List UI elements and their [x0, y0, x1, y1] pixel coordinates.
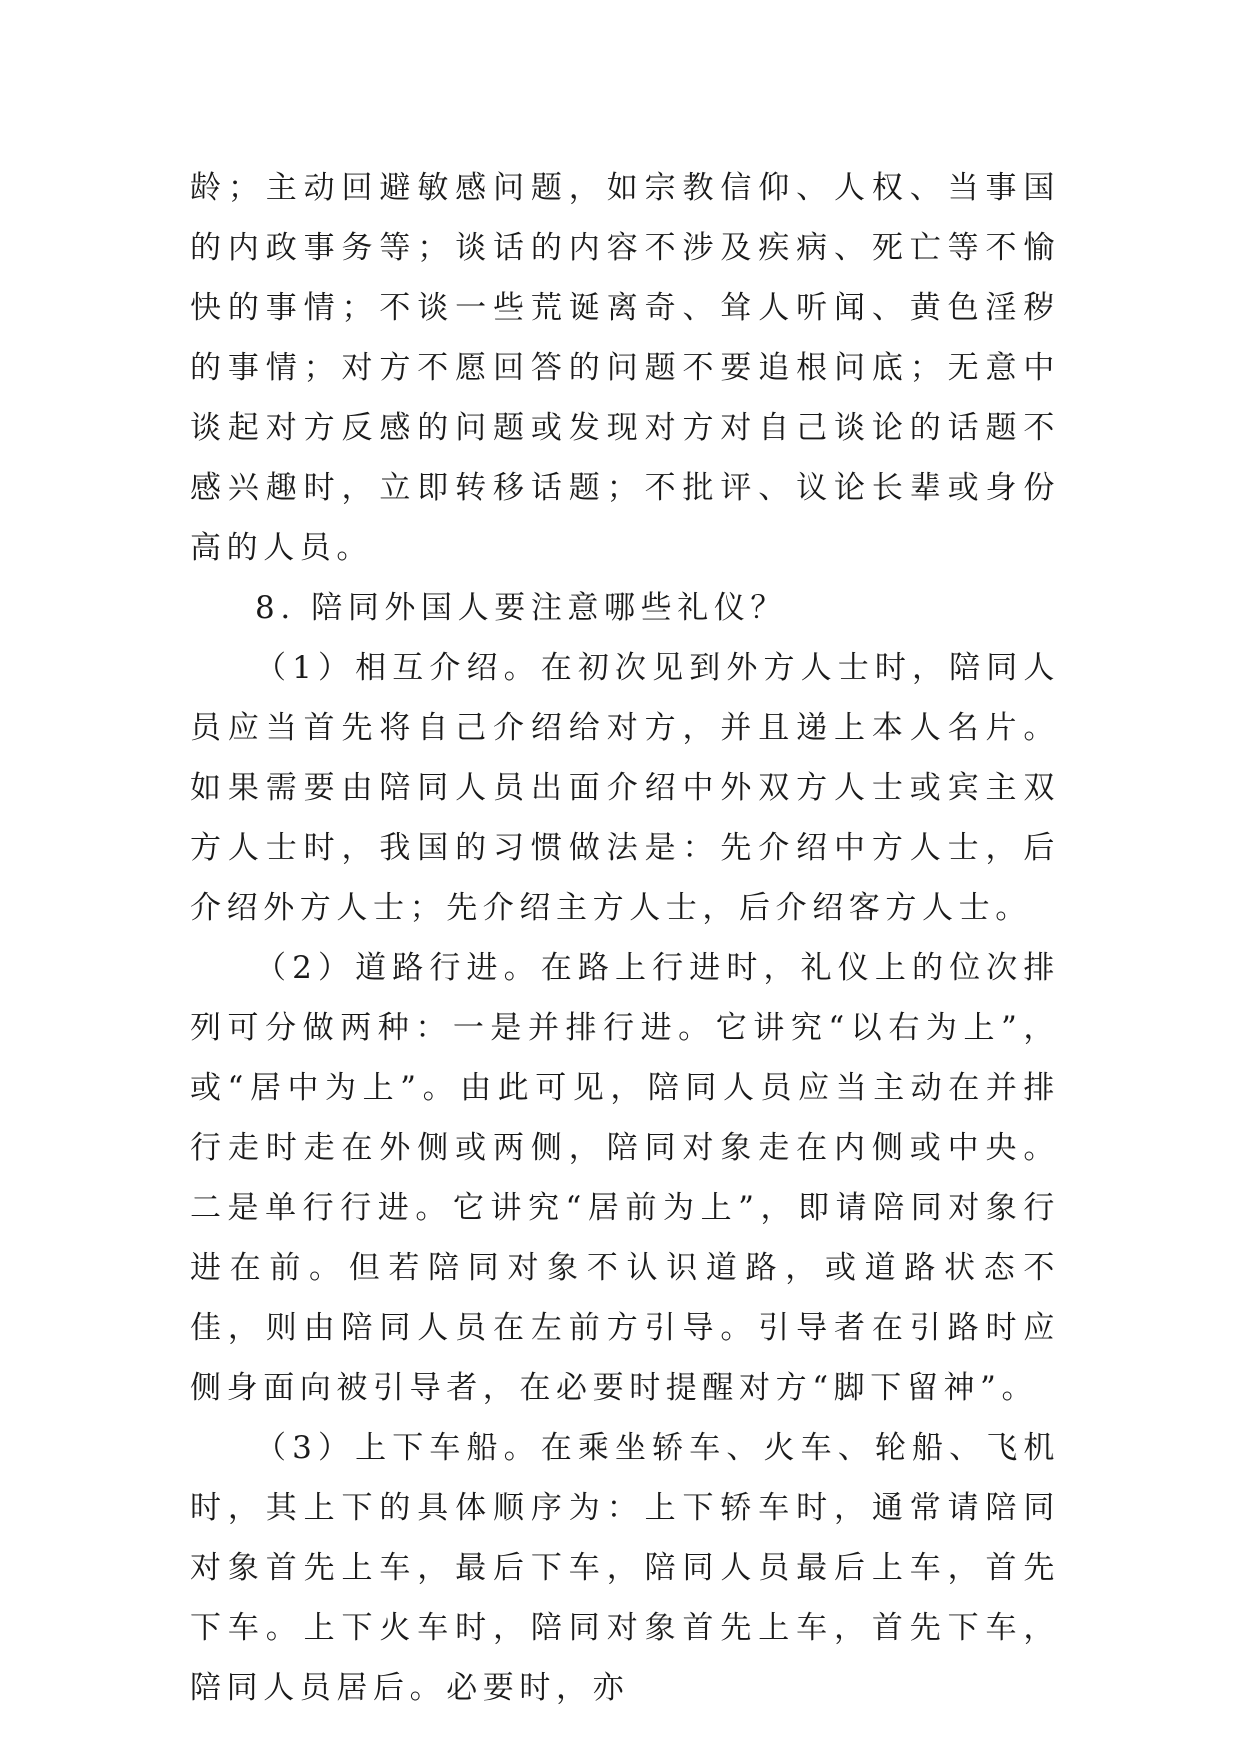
- paragraph-item-3: （3）上下车船。在乘坐轿车、火车、轮船、飞机时，其上下的具体顺序为：上下轿车时，通常请陪同对象首先上车，最后下车，陪同人员最后上车，首先下车。上下火车时，陪同对象首先上车，首先下车，陪同人员居后。必要时，亦: [190, 1430, 1060, 1706]
- question-heading: 8. 陪同外国人要注意哪些礼仪？: [255, 590, 788, 626]
- paragraph-continuation: 龄；主动回避敏感问题，如宗教信仰、人权、当事国的内政事务等；谈话的内容不涉及疾病、死亡等不愉快的事情；不谈一些荒诞离奇、耸人听闻、黄色淫秽的事情；对方不愿回答的问题不要追根问底；无意中谈起对方反感的问题或发现对方对自己谈论的话题不感兴趣时，立即转移话题；不批评、议论长辈或身份高的人员。: [190, 170, 1060, 566]
- document-page: [190, 158, 1060, 1718]
- paragraph-item-2: （2）道路行进。在路上行进时，礼仪上的位次排列可分做两种：一是并排行进。它讲究“以右为上”，或“居中为上”。由此可见，陪同人员应当主动在并排行走时走在外侧或两侧，陪同对象走在内侧或中央。二是单行行进。它讲究“居前为上”，即请陪同对象行进在前。但若陪同对象不认识道路，或道路状态不佳，则由陪同人员在左前方引导。引导者在引路时应侧身面向被引导者，在必要时提醒对方“脚下留神”。: [190, 950, 1060, 1406]
- paragraph-item-1: （1）相互介绍。在初次见到外方人士时，陪同人员应当首先将自己介绍给对方，并且递上本人名片。如果需要由陪同人员出面介绍中外双方人士或宾主双方人士时，我国的习惯做法是：先介绍中方人士，后介绍外方人士；先介绍主方人士，后介绍客方人士。: [190, 650, 1060, 926]
